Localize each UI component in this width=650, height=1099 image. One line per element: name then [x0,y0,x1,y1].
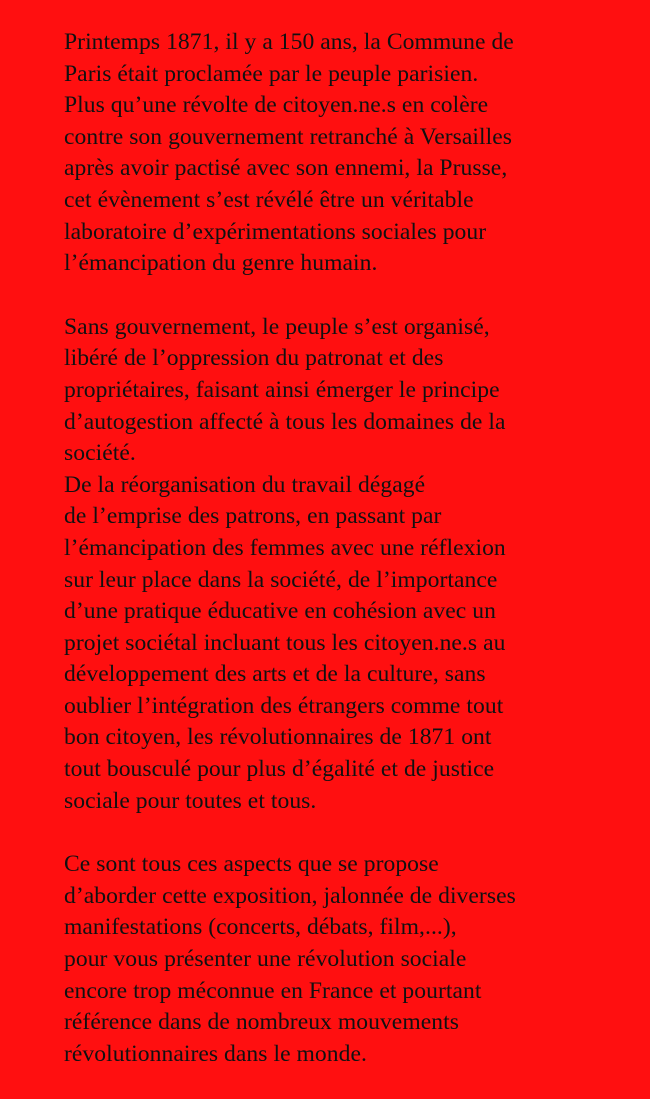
text-line: d’autogestion affecté à tous les domaines de la [64,408,506,435]
text-line: projet sociétal incluant tous les citoyen.ne.s au [64,629,506,656]
text-line: d’une pratique éducative en cohésion avec un [64,598,496,625]
text-line: Printemps 1871, il y a 150 ans, la Commune de [64,29,514,55]
text-line: révolutionnaires dans le monde. [64,1040,367,1067]
text-line: cet évènement s’est révélé être un véritable [64,186,474,213]
text-line: d’aborder cette exposition, jalonnée de diverses [64,882,516,909]
text-line: Ce sont tous ces aspects que se propose [64,851,439,878]
text-line: l’émancipation des femmes avec une réflexion [64,534,506,561]
paragraph-intro [64,27,630,280]
paragraph-reforms [64,470,630,818]
text-line: manifestations (concerts, débats, film,...), [64,914,457,941]
text-line: bon citoyen, les révolutionnaires de 1871 ont [64,724,492,751]
text-line: Sans gouvernement, le peuple s’est organisé, [64,313,490,340]
text-line: pour vous présenter une révolution sociale [64,946,467,973]
text-line: après avoir pactisé avec son ennemi, la Prusse, [64,155,508,182]
paragraph-exhibition [64,849,630,1070]
text-line: oublier l’intégration des étrangers comme tout [64,692,504,719]
text-line: laboratoire d’expérimentations sociales pour [64,218,487,245]
text-line: propriétaires, faisant ainsi émerger le principe [64,376,500,403]
paragraph-self-management [64,312,630,470]
paragraph-gap [64,817,630,849]
text-line: Paris était proclamée par le peuple parisien. [64,60,479,87]
text-line: Plus qu’une révolte de citoyen.ne.s en colère [64,92,489,119]
text-line: contre son gouvernement retranché à Versailles [64,123,512,150]
text-line: société. [64,440,136,467]
text-line: de l’emprise des patrons, en passant par [64,503,442,530]
text-line: encore trop méconnue en France et pourtant [64,977,482,1004]
paragraph-gap [64,280,630,312]
text-line: sur leur place dans la société, de l’importance [64,566,498,593]
text-line: De la réorganisation du travail dégagé [64,471,426,498]
text-line: référence dans de nombreux mouvements [64,1009,459,1036]
text-line: l’émancipation du genre humain. [64,250,378,277]
text-line: libéré de l’oppression du patronat et des [64,345,444,372]
text-line: sociale pour toutes et tous. [64,787,317,814]
text-line: développement des arts et de la culture, sans [64,661,486,688]
text-line: tout bousculé pour plus d’égalité et de justice [64,756,495,783]
